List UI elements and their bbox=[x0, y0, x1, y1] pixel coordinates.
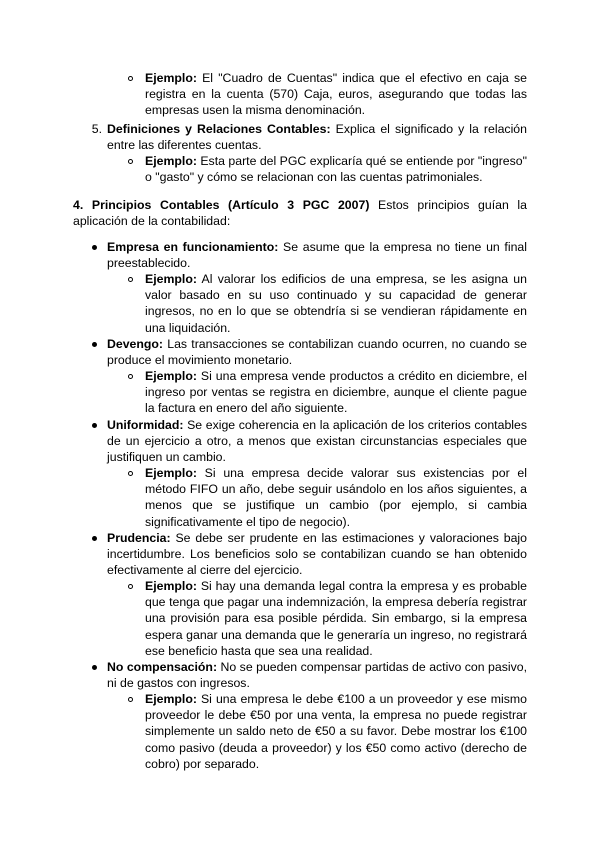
bullet-dot-icon bbox=[92, 423, 97, 428]
bullet-circle-icon bbox=[128, 159, 133, 164]
principle-text: Se asume que la empresa no tiene un final preestablecido. bbox=[107, 240, 527, 271]
example-label: Ejemplo: bbox=[145, 579, 197, 593]
principle-text: No se pueden compensar partidas de activo con pasivo, ni de gastos con ingresos. bbox=[107, 660, 527, 691]
bullet-circle-icon bbox=[128, 374, 133, 379]
principle-prudencia bbox=[107, 530, 527, 579]
principle-uniformidad bbox=[107, 417, 527, 466]
list-number: 5. bbox=[91, 122, 102, 136]
example-uniformidad bbox=[145, 465, 527, 530]
principle-text: Se exige coherencia en la aplicación de los criterios contables de un ejercicio a otro, a menos que existan circunstancias especiales que justifiquen un cambio. bbox=[107, 418, 527, 465]
example-definiciones bbox=[145, 153, 527, 185]
section-heading-principios bbox=[73, 197, 527, 229]
bullet-dot-icon bbox=[92, 536, 97, 541]
example-text: Si una empresa vende productos a crédito en diciembre, el ingreso por ventas se registra en diciembre, aunque el cliente pague la factura en enero del año siguiente. bbox=[145, 369, 527, 416]
example-label: Ejemplo: bbox=[145, 154, 197, 168]
example-label: Ejemplo: bbox=[145, 466, 197, 480]
bullet-circle-icon bbox=[128, 697, 133, 702]
principle-label: Prudencia: bbox=[107, 531, 171, 545]
section-text: Estos principios guían la aplicación de la contabilidad: bbox=[73, 198, 527, 229]
principle-label: Empresa en funcionamiento: bbox=[107, 240, 279, 254]
item-label: Definiciones y Relaciones Contables: bbox=[107, 122, 331, 136]
example-text: Al valorar los edificios de una empresa, se les asigna un valor basado en su uso continuado y su capacidad de generar ingresos, no en lo que se obtendría si se vendieran rápidamente en una liquidación. bbox=[145, 272, 527, 335]
example-devengo bbox=[145, 368, 527, 417]
example-text: El "Cuadro de Cuentas" indica que el efectivo en caja se registra en la cuenta (570) Caja, euros, asegurando que todas las empresas usen la misma denominación. bbox=[145, 71, 527, 118]
principle-label: No compensación: bbox=[107, 660, 218, 674]
example-label: Ejemplo: bbox=[145, 71, 197, 85]
example-prudencia bbox=[145, 578, 527, 659]
bullet-dot-icon bbox=[92, 245, 97, 250]
bullet-circle-icon bbox=[128, 76, 133, 81]
bullet-dot-icon bbox=[92, 342, 97, 347]
example-empresa bbox=[145, 271, 527, 336]
example-label: Ejemplo: bbox=[145, 692, 197, 706]
bullet-circle-icon bbox=[128, 471, 133, 476]
example-cuadro-cuentas bbox=[145, 70, 527, 119]
example-no-compensacion bbox=[145, 691, 527, 772]
bullet-circle-icon bbox=[128, 584, 133, 589]
principle-devengo bbox=[107, 336, 527, 368]
example-text: Esta parte del PGC explicaría qué se entiende por "ingreso" o "gasto" y cómo se relacionan con las cuentas patrimoniales. bbox=[145, 154, 527, 185]
item-text: Explica el significado y la relación entre las diferentes cuentas. bbox=[107, 122, 527, 153]
bullet-dot-icon bbox=[92, 665, 97, 670]
example-text: Si hay una demanda legal contra la empresa y es probable que tenga que pagar una indemnización, la empresa debería registrar una provisión para esa posible pérdida. Sin embargo, si la empresa espera ganar una demanda que le generaría un ingreso, no registrará ese beneficio hasta que sea una realidad. bbox=[145, 579, 527, 658]
principle-text: Las transacciones se contabilizan cuando ocurren, no cuando se produce el movimiento monetario. bbox=[107, 337, 527, 368]
item-definiciones bbox=[107, 121, 527, 153]
example-text: Si una empresa decide valorar sus existencias por el método FIFO un año, debe seguir usándolo en los años siguientes, a menos que se justifique un cambio (por ejemplo, si cambia significativamente el tipo de negocio). bbox=[145, 466, 527, 529]
principle-text: Se debe ser prudente en las estimaciones y valoraciones bajo incertidumbre. Los beneficios solo se contabilizan cuando se han obtenido efectivamente al cierre del ejercicio. bbox=[107, 531, 527, 578]
example-label: Ejemplo: bbox=[145, 369, 197, 383]
principle-empresa bbox=[107, 239, 527, 271]
section-title: 4. Principios Contables (Artículo 3 PGC 2007) bbox=[73, 198, 370, 212]
bullet-circle-icon bbox=[128, 277, 133, 282]
example-text: Si una empresa le debe €100 a un proveedor y ese mismo proveedor le debe €50 por una venta, la empresa no puede registrar simplemente un saldo neto de €50 a su favor. Debe mostrar los €100 como pasivo (deuda a proveedor) y los €50 como activo (derecho de cobro) por separado. bbox=[145, 692, 527, 771]
example-label: Ejemplo: bbox=[145, 272, 197, 286]
principle-label: Devengo: bbox=[107, 337, 164, 351]
principle-label: Uniformidad: bbox=[107, 418, 184, 432]
principle-no-compensacion bbox=[107, 659, 527, 691]
